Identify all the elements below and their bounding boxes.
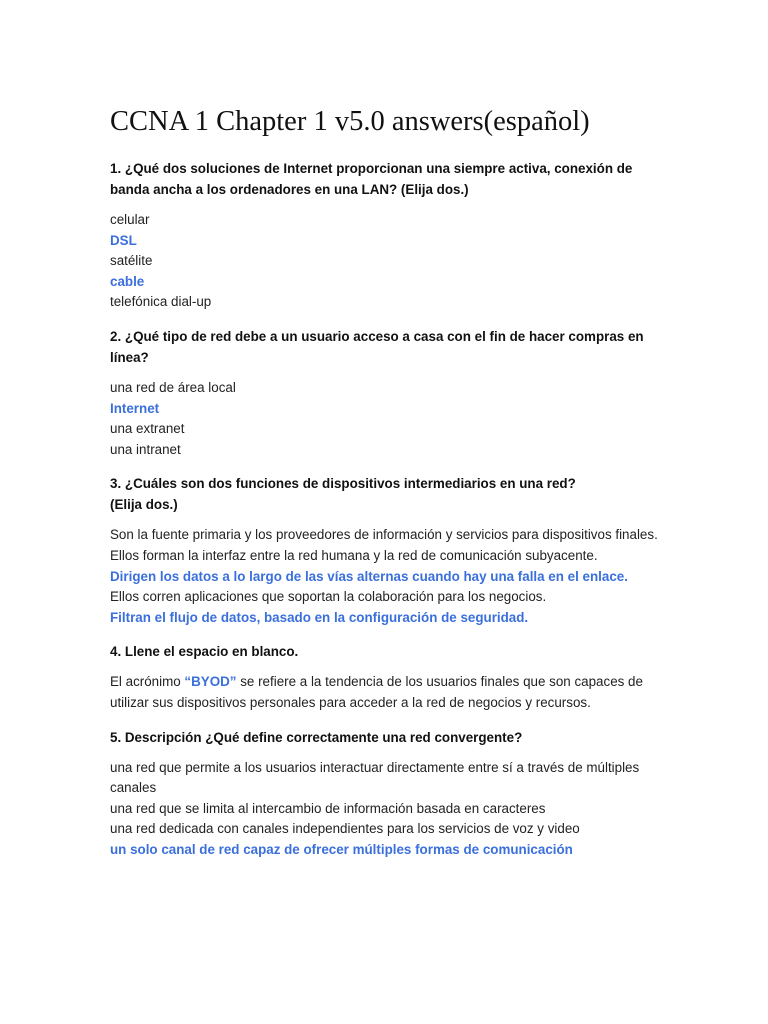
question-1: [110, 158, 670, 313]
answer-option: Ellos corren aplicaciones que soportan la colaboración para los negocios.: [110, 589, 547, 605]
answer-option: una red de área local: [110, 379, 236, 395]
page-title: CCNA 1 Chapter 1 v5.0 answers(español): [110, 106, 590, 137]
answer-option: telefónica dial-up: [110, 294, 212, 310]
correct-answer-option: cable: [110, 273, 145, 289]
question-text: 4. Llene el espacio en blanco.: [110, 644, 299, 660]
answer-option: celular: [110, 212, 150, 227]
fill-in-answer: “BYOD”: [184, 674, 237, 690]
sentence-after: se refiere a la tendencia de los usuarios finales que son capaces de utilizar sus dispositivos personales para acceder a la red de negocios y recursos.: [110, 674, 643, 710]
answer-option: una red que se limita al intercambio de información basada en caracteres: [110, 800, 546, 816]
answer-option: Son la fuente primaria y los proveedores de información y servicios para dispositivos finales.: [110, 527, 658, 543]
answer-option: una red que permite a los usuarios interactuar directamente entre sí a través de múltiples canales: [110, 759, 640, 796]
answer-option: Ellos forman la interfaz entre la red humana y la red de comunicación subyacente.: [110, 547, 598, 563]
question-5: [110, 727, 670, 861]
question-text: 3. ¿Cuáles son dos funciones de dispositivos intermediarios en una red? (Elija dos.): [110, 476, 576, 513]
fill-in-answer-sentence: [110, 672, 670, 713]
correct-answer-option: un solo canal de red capaz de ofrecer múltiples formas de comunicación: [110, 841, 573, 857]
question-3: [110, 473, 670, 628]
correct-answer-option: DSL: [110, 232, 137, 248]
correct-answer-option: Dirigen los datos a lo largo de las vías alternas cuando hay una falla en el enlace.: [110, 568, 628, 584]
question-text: 1. ¿Qué dos soluciones de Internet proporcionan una siempre activa, conexión de banda ancha a los ordenadores en una LAN? (Elija dos.): [110, 161, 633, 197]
question-2: [110, 326, 670, 460]
sentence-before: El acrónimo: [110, 674, 185, 690]
correct-answer-option: Filtran el flujo de datos, basado en la configuración de seguridad.: [110, 609, 529, 625]
answer-option: satélite: [110, 253, 153, 269]
answer-option: una red dedicada con canales independientes para los servicios de voz y video: [110, 821, 580, 837]
answer-option: una intranet: [110, 441, 181, 457]
question-4: [110, 641, 670, 713]
question-text: 2. ¿Qué tipo de red debe a un usuario acceso a casa con el fin de hacer compras en línea?: [110, 328, 644, 365]
answer-option: una extranet: [110, 421, 185, 437]
document-page: [110, 104, 670, 873]
correct-answer-option: Internet: [110, 400, 160, 416]
question-text: 5. Descripción ¿Qué define correctamente una red convergente?: [110, 729, 523, 745]
